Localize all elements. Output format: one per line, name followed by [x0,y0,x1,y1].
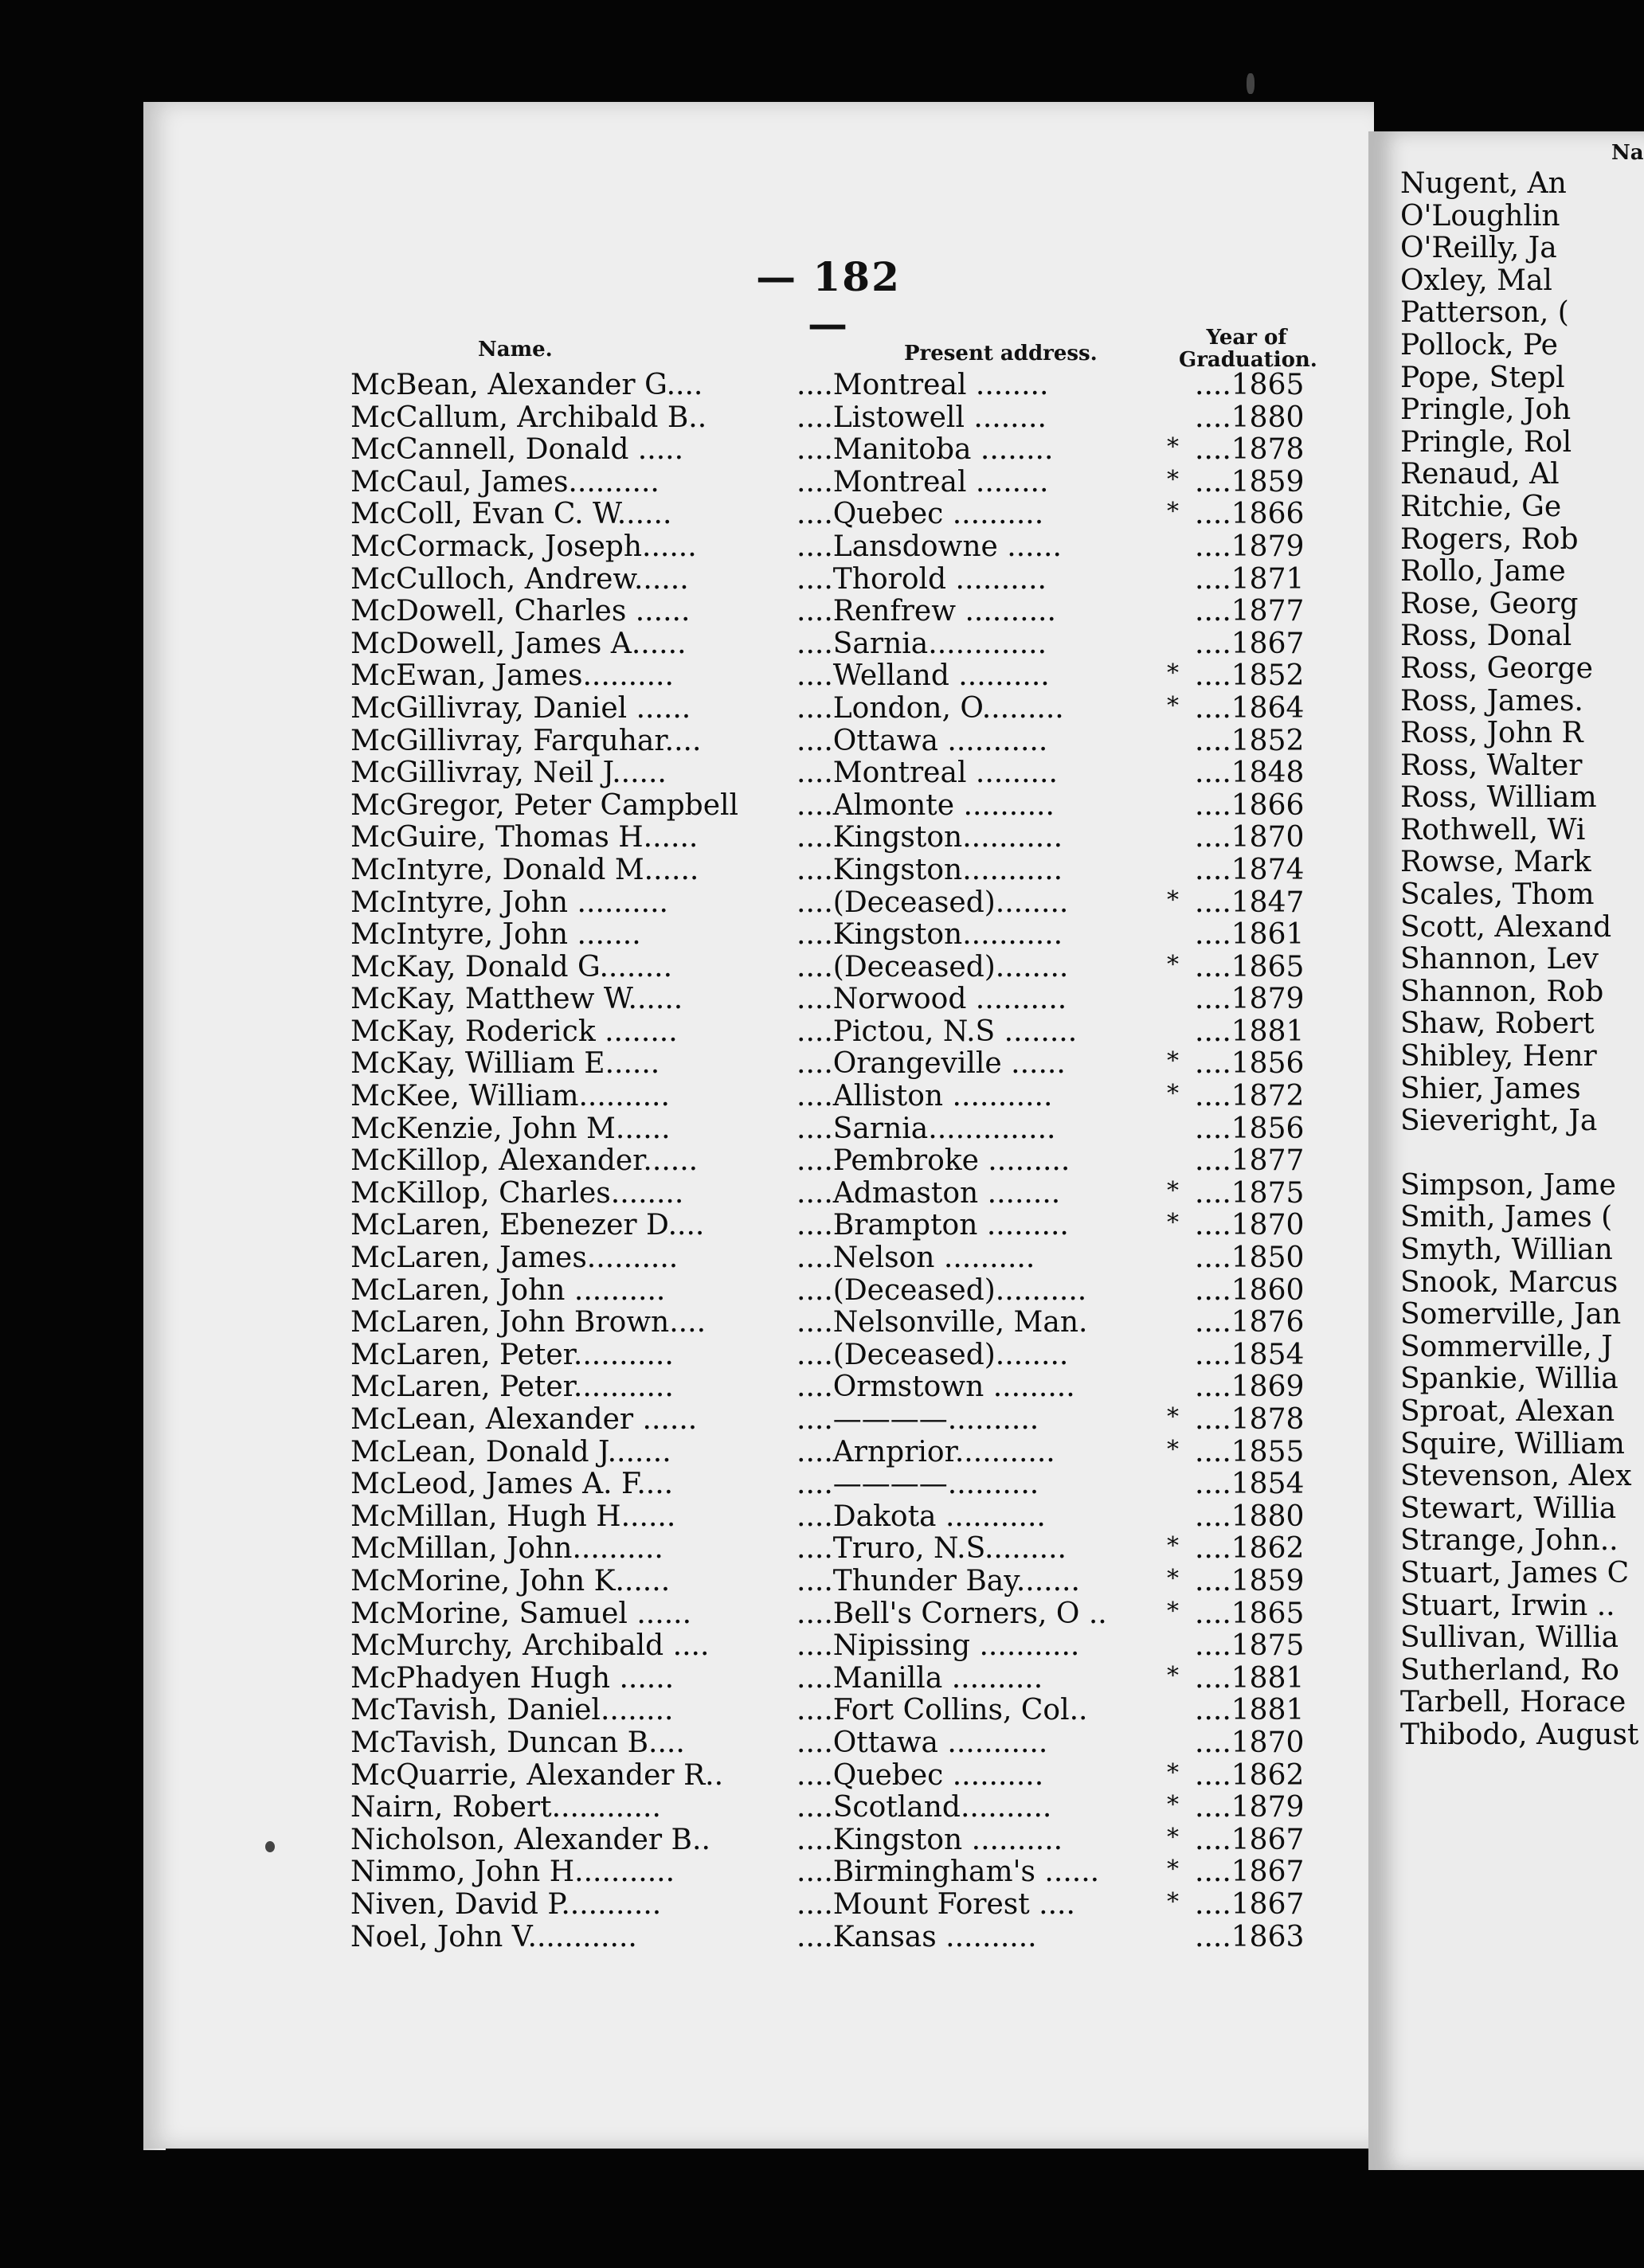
graduation-year: ....1859 [1195,465,1305,499]
list-item [335,886,1322,919]
graduate-address: ....(Deceased)........ [797,950,1069,983]
list-gap [1400,1137,1638,1169]
column-header-year-line2: Graduation. [1179,348,1317,372]
graduate-address: ....Admaston ........ [797,1176,1061,1210]
right-list-item: Pringle, Rol [1400,425,1572,459]
list-item [335,1403,1322,1436]
list-item [335,1242,1322,1274]
right-list-item: Stuart, Irwin .. [1400,1589,1615,1622]
graduate-address: ....Truro, N.S......... [797,1532,1067,1566]
graduate-address: ....Alliston ........... [797,1080,1053,1113]
graduate-address: ....Nelsonville, Man. [797,1306,1088,1339]
graduate-address: ....Dakota ........... [797,1500,1046,1533]
graduate-name: McLaren, John Brown.... [350,1306,707,1339]
right-list-item: Spankie, Willia [1400,1363,1619,1396]
right-list-item: Nugent, An [1400,167,1567,200]
graduation-year: ....1880 [1195,1500,1305,1533]
list-item [335,1855,1322,1888]
deceased-mark: * [1167,498,1179,526]
graduate-name: McMorine, John K...... [350,1564,671,1597]
deceased-mark: * [1167,465,1179,494]
graduate-list [335,369,1322,1953]
right-list-item: Squire, William [1400,1427,1625,1461]
right-list-item: Shannon, Lev [1400,943,1599,976]
deceased-mark: * [1167,1758,1179,1787]
graduation-year: ....1875 [1195,1176,1305,1210]
graduation-year: ....1870 [1195,821,1305,854]
graduate-name: McLeod, James A. F.... [350,1468,674,1501]
graduate-name: McLean, Donald J....... [350,1435,671,1468]
graduate-name: McMillan, Hugh H...... [350,1500,676,1533]
list-item [335,595,1322,628]
graduate-name: McPhadyen Hugh ...... [350,1661,675,1695]
list-item [335,466,1322,499]
graduate-name: McCulloch, Andrew...... [350,562,689,596]
graduate-name: McIntyre, John .......... [350,886,668,919]
list-item [335,1694,1322,1726]
graduation-year: ....1867 [1195,1823,1305,1856]
right-list-item: Simpson, Jame [1400,1168,1616,1202]
graduate-address: ....Listowell ........ [797,401,1047,434]
graduate-name: McTavish, Duncan B.... [350,1726,685,1759]
deceased-mark: * [1167,1823,1179,1852]
graduate-name: McKay, Donald G........ [350,950,673,983]
graduation-year: ....1874 [1195,853,1305,886]
graduate-address: ....Welland .......... [797,659,1050,693]
graduate-address: ....Pictou, N.S ........ [797,1015,1078,1048]
graduate-name: McIntyre, John ....... [350,918,641,952]
graduate-name: McKillop, Alexander...... [350,1144,699,1178]
graduation-year: ....1867 [1195,1855,1305,1889]
graduate-name: McCormack, Joseph...... [350,530,697,563]
list-item [335,1436,1322,1468]
list-item [335,1921,1322,1953]
graduation-year: ....1860 [1195,1273,1305,1307]
graduation-year: ....1879 [1195,983,1305,1016]
graduate-address: ....Brampton ......... [797,1209,1069,1242]
graduate-name: McEwan, James.......... [350,659,674,693]
right-list-item: Shannon, Rob [1400,975,1604,1008]
list-item [335,1144,1322,1177]
graduation-year: ....1876 [1195,1306,1305,1339]
graduate-name: McQuarrie, Alexander R.. [350,1758,724,1792]
list-item [335,1047,1322,1080]
scan-speck [265,1841,275,1852]
graduate-name: McCannell, Donald ..... [350,433,684,467]
graduate-address: ....Kingston........... [797,821,1063,854]
right-list-item: Rothwell, Wi [1400,813,1586,847]
list-item [335,1112,1322,1145]
right-list-item: Pope, Stepl [1400,361,1565,394]
graduation-year: ....1862 [1195,1532,1305,1566]
graduation-year: ....1865 [1195,1597,1305,1630]
list-item [335,1209,1322,1242]
list-item [335,1565,1322,1597]
right-list-item: Sutherland, Ro [1400,1653,1619,1687]
graduation-year: ....1881 [1195,1015,1305,1048]
deceased-mark: * [1167,433,1179,462]
deceased-mark: * [1167,1403,1179,1431]
column-header-address: Present address. [904,342,1098,366]
graduate-address: ....————.......... [797,1403,1039,1436]
right-list-item: Ross, Donal [1400,620,1572,653]
right-list-item: Smyth, Willian [1400,1234,1613,1266]
graduation-year: ....1867 [1195,627,1305,660]
graduate-address: ....Montreal ........ [797,369,1049,401]
list-item [335,1726,1322,1759]
list-item [335,951,1322,983]
graduation-year: ....1880 [1195,401,1305,434]
list-item [335,1629,1322,1662]
graduate-address: ....Bell's Corners, O .. [797,1597,1107,1630]
graduation-year: ....1863 [1195,1920,1305,1953]
graduate-address: ....(Deceased)........ [797,1338,1069,1371]
graduate-name: McLaren, Peter........... [350,1371,674,1404]
graduate-name: McColl, Evan C. W...... [350,498,672,531]
page-number: — 182 — [756,253,901,347]
graduation-year: ....1856 [1195,1112,1305,1145]
graduate-name: McKay, Roderick ........ [350,1015,678,1048]
graduate-address: ....Orangeville ...... [797,1047,1066,1081]
list-item [335,1306,1322,1339]
graduate-name: Niven, David P........... [350,1887,662,1921]
graduation-year: ....1850 [1195,1242,1305,1275]
deceased-mark: * [1167,1176,1179,1205]
right-list-item: Rowse, Mark [1400,846,1591,879]
graduation-year: ....1862 [1195,1758,1305,1792]
graduation-year: ....1870 [1195,1726,1305,1759]
graduate-name: McIntyre, Donald M...... [350,853,699,886]
graduate-address: ....Sarnia............. [797,627,1047,660]
graduate-address: ....Mount Forest .... [797,1887,1075,1921]
graduation-year: ....1864 [1195,691,1305,725]
graduation-year: ....1861 [1195,918,1305,952]
graduation-year: ....1859 [1195,1564,1305,1597]
graduate-address: ....Manilla .......... [797,1661,1043,1695]
right-list-item: Ross, John R [1400,717,1583,750]
graduate-name: McGillivray, Daniel ...... [350,691,691,725]
graduate-address: ....Fort Collins, Col.. [797,1694,1088,1727]
graduation-year: ....1872 [1195,1080,1305,1113]
deceased-mark: * [1167,691,1179,720]
list-item [335,1371,1322,1403]
right-list-item: Snook, Marcus [1400,1265,1619,1299]
graduate-address: ....Renfrew .......... [797,595,1056,628]
deceased-mark: * [1167,950,1179,979]
graduate-address: ....Quebec .......... [797,1758,1044,1792]
graduate-address: ....London, O......... [797,691,1064,725]
deceased-mark: * [1167,1791,1179,1820]
deceased-mark: * [1167,1597,1179,1625]
graduate-address: ....Nelson .......... [797,1242,1035,1275]
graduation-year: ....1870 [1195,1209,1305,1242]
graduation-year: ....1856 [1195,1047,1305,1081]
list-item [335,1339,1322,1371]
right-list-item: Oxley, Mal [1400,264,1552,297]
right-list-item: Rollo, Jame [1400,555,1566,589]
graduation-year: ....1866 [1195,498,1305,531]
right-list-item: Sproat, Alexan [1400,1394,1615,1428]
graduate-address: ....(Deceased)........ [797,886,1069,919]
right-list-item: Tarbell, Horace [1400,1686,1626,1719]
right-list-item: Rogers, Rob [1400,522,1579,556]
list-item [335,659,1322,692]
graduation-year: ....1879 [1195,1791,1305,1824]
graduation-year: ....1869 [1195,1371,1305,1404]
graduate-name: McMillan, John.......... [350,1532,663,1566]
list-item [335,628,1322,660]
graduate-address: ....Pembroke ......... [797,1144,1071,1178]
graduation-year: ....1875 [1195,1629,1305,1663]
right-list-item: Somerville, Jan [1400,1298,1622,1331]
graduation-year: ....1881 [1195,1661,1305,1695]
list-item [335,1080,1322,1112]
graduation-year: ....1878 [1195,433,1305,467]
graduation-year: ....1848 [1195,757,1305,790]
list-item [335,983,1322,1015]
list-item [335,1532,1322,1565]
deceased-mark: * [1167,1532,1179,1561]
deceased-mark: * [1167,1887,1179,1916]
right-list-item: Sommerville, J [1400,1330,1613,1363]
graduation-year: ....1867 [1195,1887,1305,1921]
graduate-address: ....Thunder Bay....... [797,1564,1080,1597]
graduate-name: McKenzie, John M...... [350,1112,671,1145]
graduation-year: ....1852 [1195,724,1305,757]
right-list-item: Scott, Alexand [1400,910,1612,944]
right-list-item: Shier, James [1400,1072,1581,1105]
right-list-item: Stevenson, Alex [1400,1460,1632,1493]
right-list-item: Ross, James. [1400,684,1583,718]
graduate-name: McDowell, James A...... [350,627,687,660]
graduate-name: McLaren, John .......... [350,1273,666,1307]
graduate-name: McLaren, James.......... [350,1242,679,1275]
right-list-item: Rose, Georg [1400,587,1579,620]
graduate-address: ....Thorold .......... [797,562,1047,596]
graduate-address: ....Nipissing ........... [797,1629,1080,1663]
list-item [335,369,1322,401]
graduate-address: ....Kingston........... [797,853,1063,886]
list-item [335,725,1322,757]
right-list-item: Strange, John.. [1400,1524,1619,1558]
graduate-address: ....Montreal ......... [797,757,1058,790]
deceased-mark: * [1167,659,1179,688]
graduate-name: McMurchy, Archibald .... [350,1629,710,1663]
graduate-name: McKee, William.......... [350,1080,670,1113]
graduation-year: ....1866 [1195,788,1305,822]
list-item [335,1791,1322,1824]
graduate-address: ....————.......... [797,1468,1039,1501]
graduate-address: ....Kingston........... [797,918,1063,952]
right-list-item: Shibley, Henr [1400,1040,1597,1073]
right-page-list [1400,167,1638,1751]
graduate-name: McMorine, Samuel ...... [350,1597,692,1630]
deceased-mark: * [1167,886,1179,914]
graduate-address: ....Almonte .......... [797,788,1055,822]
right-list-item: Patterson, ( [1400,296,1569,330]
list-item [335,1015,1322,1048]
graduate-address: ....Kansas .......... [797,1920,1037,1953]
graduate-address: ....Sarnia.............. [797,1112,1056,1145]
graduation-year: ....1852 [1195,659,1305,693]
right-list-item: Pringle, Joh [1400,393,1572,427]
graduation-year: ....1847 [1195,886,1305,919]
list-item [335,563,1322,596]
graduate-address: ....Ottawa ........... [797,1726,1048,1759]
graduate-name: Nicholson, Alexander B.. [350,1823,710,1856]
list-item [335,821,1322,854]
right-list-item: Ritchie, Ge [1400,490,1562,523]
graduate-name: McLean, Alexander ...... [350,1403,698,1436]
graduate-name: McKay, William E...... [350,1047,660,1081]
list-item [335,1888,1322,1921]
list-item [335,1597,1322,1630]
graduation-year: ....1855 [1195,1435,1305,1468]
right-list-item: Sieveright, Ja [1400,1105,1598,1138]
right-list-item: Scales, Thom [1400,878,1595,912]
deceased-mark: * [1167,1047,1179,1076]
right-list-item: Stewart, Willia [1400,1492,1617,1525]
graduate-name: McCaul, James.......... [350,465,660,499]
list-item [335,1177,1322,1210]
graduate-address: ....Norwood .......... [797,983,1067,1016]
graduate-name: Noel, John V............ [350,1920,637,1953]
right-list-item: Shaw, Robert [1400,1007,1595,1041]
list-item [335,401,1322,434]
graduate-name: McLaren, Peter........... [350,1338,674,1371]
list-item [335,530,1322,563]
deceased-mark: * [1167,1435,1179,1464]
column-header-year-line1: Year of [1206,326,1287,350]
right-list-item: O'Reilly, Ja [1400,232,1557,265]
graduate-name: McGregor, Peter Campbell [350,788,739,822]
list-item [335,789,1322,822]
graduate-name: McGuire, Thomas H...... [350,821,699,854]
list-item [335,1662,1322,1695]
list-item [335,692,1322,725]
graduate-name: McLaren, Ebenezer D.... [350,1209,705,1242]
column-header-year [1179,326,1317,372]
graduation-year: ....1854 [1195,1468,1305,1501]
deceased-mark: * [1167,1855,1179,1884]
graduation-year: ....1877 [1195,595,1305,628]
graduate-name: McTavish, Daniel........ [350,1694,674,1727]
list-item [335,854,1322,886]
right-list-item: Renaud, Al [1400,458,1560,491]
right-list-item: Ross, Walter [1400,749,1583,782]
graduate-name: McBean, Alexander G.... [350,369,703,401]
scan-speck [1247,73,1255,94]
deceased-mark: * [1167,1564,1179,1593]
graduation-year: ....1879 [1195,530,1305,563]
graduation-year: ....1871 [1195,562,1305,596]
right-list-item: O'Loughlin [1400,199,1560,233]
graduate-address: ....Manitoba ........ [797,433,1054,467]
list-item [335,1500,1322,1533]
right-list-item: Ross, William [1400,781,1597,815]
list-item [335,1759,1322,1792]
graduation-year: ....1877 [1195,1144,1305,1178]
graduate-address: ....Quebec .......... [797,498,1044,531]
list-item [335,918,1322,951]
graduation-year: ....1878 [1195,1403,1305,1436]
graduate-name: Nairn, Robert............ [350,1791,661,1824]
graduate-name: Nimmo, John H........... [350,1855,675,1889]
graduate-address: ....(Deceased).......... [797,1273,1087,1307]
graduate-address: ....Kingston .......... [797,1823,1063,1856]
graduation-year: ....1865 [1195,950,1305,983]
graduate-address: ....Ottawa ........... [797,724,1048,757]
list-item [335,1468,1322,1500]
list-item [335,498,1322,530]
graduate-name: McGillivray, Neil J...... [350,757,667,790]
right-list-item: Thibodo, August [1400,1718,1639,1751]
deceased-mark: * [1167,1080,1179,1109]
graduation-year: ....1865 [1195,369,1305,401]
right-list-item: Sullivan, Willia [1400,1621,1619,1655]
column-header-name: Name. [478,338,553,362]
graduate-name: McCallum, Archibald B.. [350,401,707,434]
right-list-item: Stuart, James C [1400,1556,1630,1590]
right-list-item: Smith, James ( [1400,1201,1613,1234]
right-list-item: Ross, George [1400,651,1593,685]
graduate-address: ....Montreal ........ [797,465,1049,499]
graduate-address: ....Birmingham's ...... [797,1855,1100,1889]
graduate-address: ....Ormstown ......... [797,1371,1075,1404]
list-item [335,433,1322,466]
graduation-year: ....1854 [1195,1338,1305,1371]
graduate-name: McGillivray, Farquhar.... [350,724,702,757]
graduate-address: ....Lansdowne ...... [797,530,1062,563]
graduate-address: ....Arnprior........... [797,1435,1055,1468]
right-page [1368,131,1644,2170]
graduate-name: McDowell, Charles ...... [350,595,691,628]
graduate-address: ....Scotland.......... [797,1791,1052,1824]
graduate-name: McKay, Matthew W...... [350,983,683,1016]
list-item [335,1274,1322,1307]
list-item [335,757,1322,789]
right-list-item: Pollock, Pe [1400,328,1558,362]
right-page-header: Na [1611,141,1644,165]
list-item [335,1824,1322,1856]
deceased-mark: * [1167,1209,1179,1238]
graduate-name: McKillop, Charles........ [350,1176,684,1210]
graduation-year: ....1881 [1195,1694,1305,1727]
deceased-mark: * [1167,1661,1179,1690]
